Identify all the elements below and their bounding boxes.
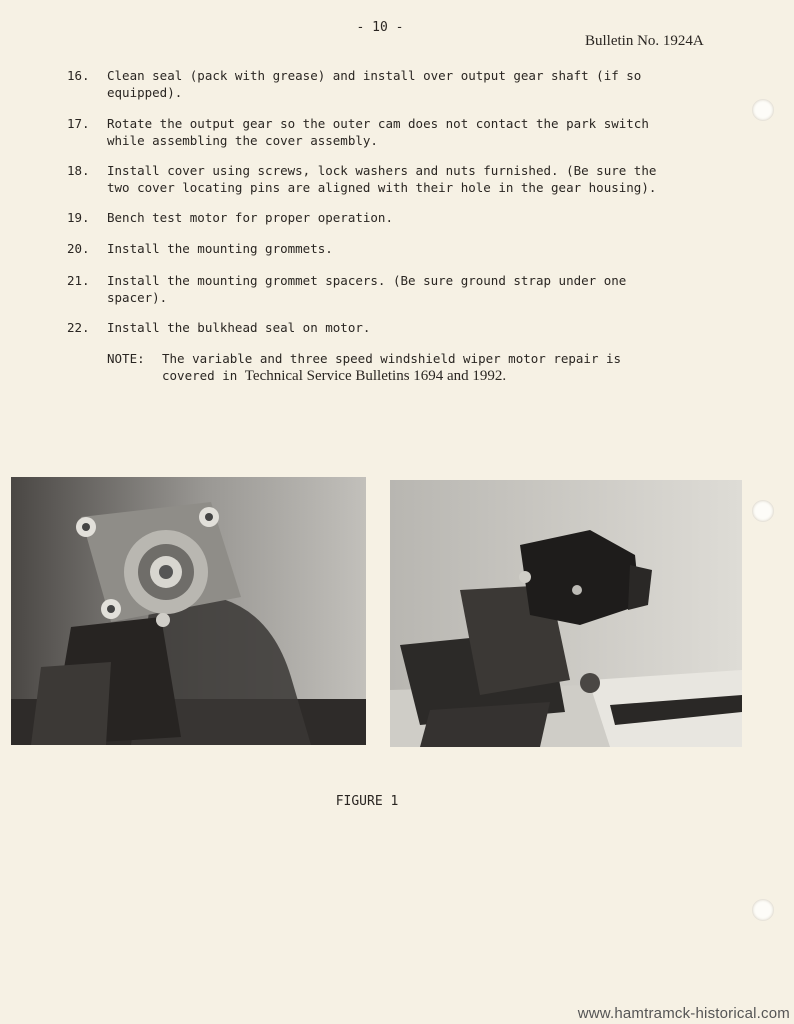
step-number: 16. (67, 68, 90, 83)
step-text: Rotate the output gear so the outer cam does not contact the park switch (107, 116, 649, 131)
watermark: www.hamtramck-historical.com (577, 1005, 790, 1022)
step-number: 21. (67, 273, 90, 288)
step-text: two cover locating pins are aligned with their hole in the gear housing). (107, 180, 657, 195)
step-number: 22. (67, 320, 90, 335)
step-text: Install the mounting grommet spacers. (Be sure ground strap under one (107, 273, 627, 288)
step-text: Bench test motor for proper operation. (107, 210, 393, 225)
step-text: Install cover using screws, lock washers and nuts furnished. (Be sure the (107, 163, 657, 178)
page-number: - 10 - (356, 20, 404, 35)
step-text: equipped). (107, 85, 183, 100)
step-text: spacer). (107, 290, 168, 305)
figure-photo-right (390, 480, 742, 747)
step-number: 18. (67, 163, 90, 178)
note-text: covered in (162, 368, 238, 383)
note-label: NOTE: (107, 351, 145, 366)
step-number: 17. (67, 116, 90, 131)
punch-hole (752, 99, 774, 121)
punch-hole (752, 899, 774, 921)
figure-caption: FIGURE 1 (335, 794, 399, 809)
step-number: 19. (67, 210, 90, 225)
step-text: Install the bulkhead seal on motor. (107, 320, 371, 335)
bulletin-number: Bulletin No. 1924A (585, 33, 704, 49)
punch-hole (752, 500, 774, 522)
motor-side-view-photo (390, 480, 742, 747)
note-text: The variable and three speed windshield wiper motor repair is (162, 351, 622, 366)
step-text: while assembling the cover assembly. (107, 133, 378, 148)
step-number: 20. (67, 241, 90, 256)
step-text: Install the mounting grommets. (107, 241, 333, 256)
note-reference: Technical Service Bulletins 1694 and 1992. (244, 368, 507, 384)
figure-photo-left (11, 477, 366, 745)
motor-on-vise-photo (11, 477, 366, 745)
step-text: Clean seal (pack with grease) and install over output gear shaft (if so (107, 68, 642, 83)
